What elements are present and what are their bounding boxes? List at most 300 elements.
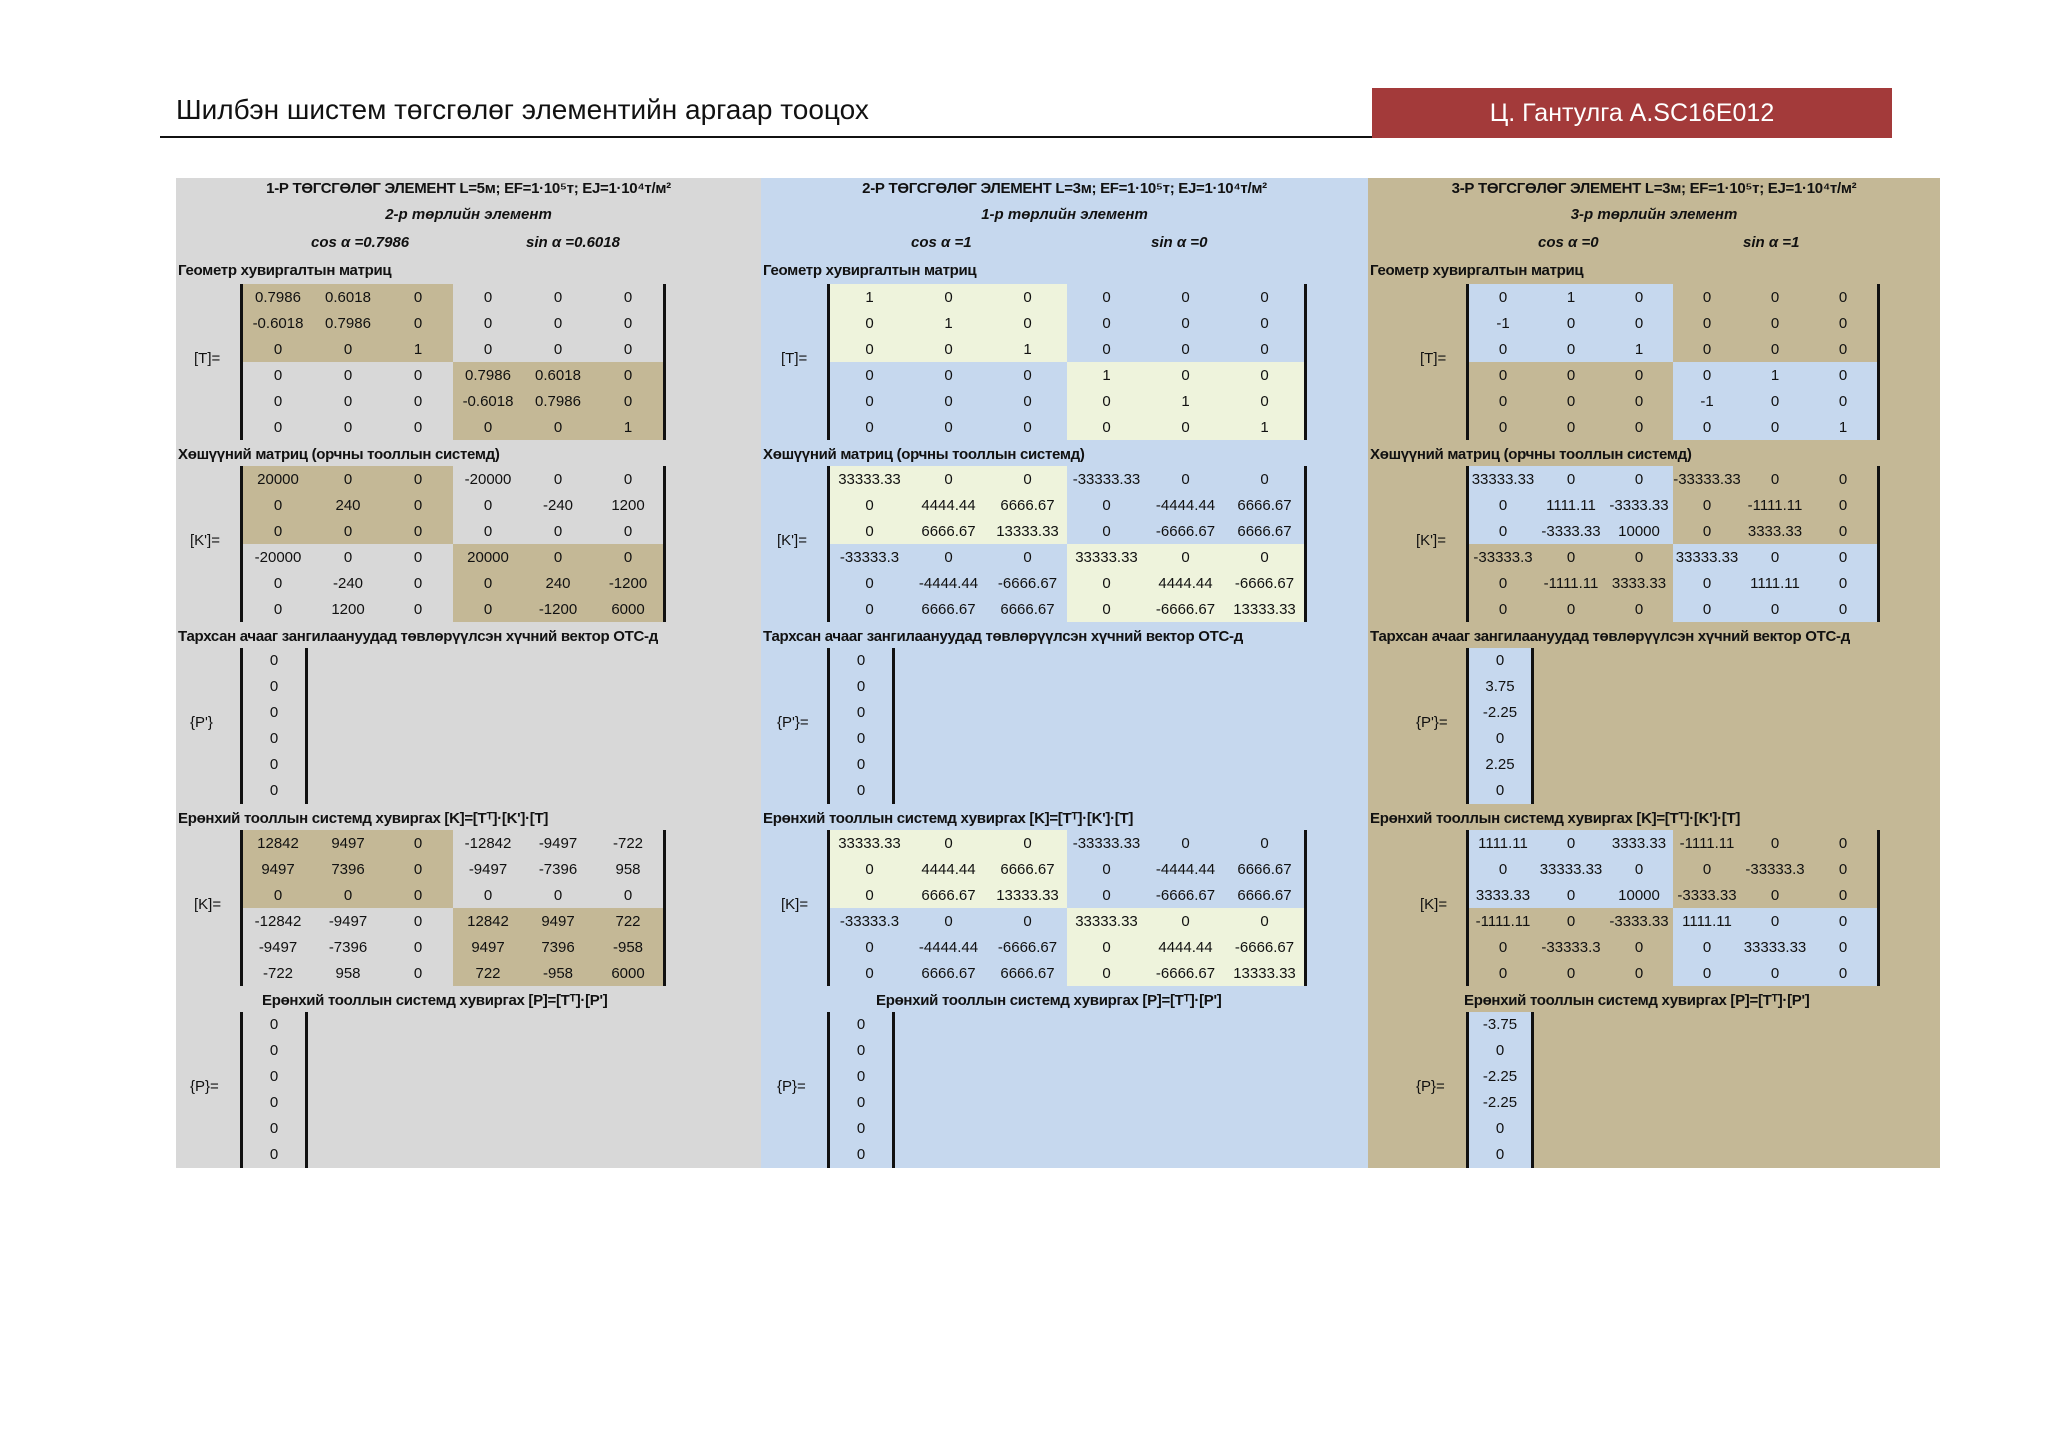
vector-cell: 0 [856, 1146, 866, 1163]
matrix-cell: 0 [1260, 288, 1269, 306]
vector-cell: 0 [269, 1016, 279, 1033]
matrix-cell: 0 [243, 882, 313, 908]
matrix-cell: 0 [553, 470, 563, 488]
matrix-cell: -4444.44 [1155, 496, 1216, 514]
matrix-cell: 0 [1838, 314, 1848, 332]
matrix-cell: 0 [1260, 470, 1269, 488]
vector-cell: -2.25 [1469, 700, 1531, 726]
matrix-cell: 0 [909, 284, 988, 310]
matrix-cell: 0 [1809, 570, 1877, 596]
matrix-cell: 0 [453, 414, 523, 440]
matrix-cell: 0 [273, 600, 283, 618]
matrix-cell: 1111.11 [1537, 492, 1605, 518]
K-matrix-label: [K]= [781, 896, 809, 913]
matrix-cell: 0 [1809, 388, 1877, 414]
K-matrix [827, 830, 1307, 986]
matrix-cell: 0 [1838, 288, 1848, 306]
matrix-cell: 4444.44 [1146, 934, 1225, 960]
matrix-cell: 0 [623, 340, 633, 358]
matrix-cell: 0 [1566, 600, 1576, 618]
matrix-cell: 0 [1605, 310, 1673, 336]
matrix-cell: -20000 [254, 548, 302, 566]
matrix-cell: 0.7986 [243, 284, 313, 310]
matrix-cell: 1111.11 [1469, 830, 1537, 856]
Kp-matrix-label: [K']= [1416, 532, 1446, 549]
matrix-cell: 0 [1469, 336, 1537, 362]
geom-matrix-heading: Геометр хувиргалтын матриц [763, 262, 977, 279]
Kp-matrix-label: [K']= [777, 532, 807, 549]
matrix-cell: 0 [865, 366, 874, 384]
matrix-cell: -7396 [538, 860, 578, 878]
matrix-cell: 0 [988, 310, 1067, 336]
P-vector-label: {P}= [190, 1078, 219, 1095]
global-stiffness-heading: Ерөнхий тооллын системд хувиргах [K]=[Tᵀ]·[K']·[T] [763, 810, 1134, 827]
matrix-cell: 0 [1702, 860, 1712, 878]
matrix-cell: 0 [1469, 518, 1537, 544]
matrix-cell: 10000 [1605, 882, 1673, 908]
T-matrix [827, 284, 1307, 440]
matrix-cell: -3333.33 [1537, 518, 1605, 544]
matrix-cell: 0 [1634, 548, 1644, 566]
local-load-heading: Тархсан ачааг зангилаануудад төвлөрүүлсэн хүчний вектор ОТС-д [178, 628, 658, 645]
matrix-cell: 0 [1838, 522, 1848, 540]
matrix-cell: 0 [1770, 288, 1780, 306]
matrix-cell: 0 [1023, 548, 1032, 566]
matrix-cell: 0 [1469, 856, 1537, 882]
K-matrix [1466, 830, 1880, 986]
matrix-cell: 0 [383, 882, 453, 908]
matrix-cell: 0 [909, 830, 988, 856]
global-stiffness-heading: Ерөнхий тооллын системд хувиргах [K]=[Tᵀ]·[K']·[T] [1370, 810, 1741, 827]
matrix-cell: 240 [313, 492, 383, 518]
matrix-cell: -1200 [593, 570, 663, 596]
matrix-cell: 0 [830, 492, 909, 518]
matrix-cell: -7396 [328, 938, 368, 956]
matrix-cell: 0 [1741, 908, 1809, 934]
Pp-vector [1466, 648, 1534, 804]
panel-title: 2-Р ТӨГСГӨЛӨГ ЭЛЕМЕНТ L=3м; EF=1·10⁵т; EJ=1·10⁴т/м² [862, 180, 1267, 197]
panel-subtitle: 3-р төрлийн элемент [1570, 206, 1738, 223]
matrix-cell: -6666.67 [1155, 522, 1216, 540]
matrix-cell: -0.6018 [243, 310, 313, 336]
matrix-cell: 6000 [593, 596, 663, 622]
matrix-cell: 0 [1181, 470, 1190, 488]
vector-cell: 0 [1469, 1038, 1531, 1064]
matrix-cell: -6666.67 [997, 574, 1058, 592]
matrix-cell: 958 [615, 860, 641, 878]
matrix-cell: -1 [1469, 310, 1537, 336]
matrix-cell: 20000 [453, 544, 523, 570]
matrix-cell: 0 [273, 366, 283, 384]
vector-cell: 0 [269, 652, 279, 669]
matrix-cell: 0 [865, 418, 874, 436]
matrix-cell: 0 [1225, 544, 1304, 570]
matrix-cell: 0 [1067, 934, 1146, 960]
matrix-cell: 0 [1673, 362, 1741, 388]
matrix-cell: 0 [413, 600, 423, 618]
matrix-cell: 0 [1838, 496, 1848, 514]
matrix-cell: 0 [523, 544, 593, 570]
matrix-cell: -4444.44 [918, 574, 979, 592]
matrix-cell: 0.7986 [453, 362, 523, 388]
matrix-cell: 0 [1023, 418, 1032, 436]
matrix-cell: -3333.33 [1677, 886, 1737, 904]
matrix-cell: 0 [1102, 288, 1111, 306]
matrix-cell: 0 [1741, 388, 1809, 414]
matrix-cell: 0 [553, 340, 563, 358]
Pp-vector-label: {P'}= [777, 714, 809, 731]
matrix-cell: 1 [383, 336, 453, 362]
matrix-cell: -4444.44 [918, 938, 979, 956]
matrix-cell: 0 [1102, 340, 1111, 358]
matrix-cell: 9497 [523, 908, 593, 934]
matrix-cell: 0 [1537, 310, 1605, 336]
matrix-cell: -958 [593, 934, 663, 960]
matrix-cell: 0 [1102, 886, 1111, 904]
matrix-cell: 0 [1741, 544, 1809, 570]
matrix-cell: 6666.67 [1000, 600, 1055, 618]
matrix-cell: 240 [523, 570, 593, 596]
matrix-cell: 0 [1498, 600, 1508, 618]
matrix-cell: 1 [1225, 414, 1304, 440]
matrix-cell: -33333.3 [1541, 938, 1601, 956]
matrix-cell: 0 [1634, 366, 1644, 384]
matrix-cell: 0 [413, 938, 423, 956]
matrix-cell: 0 [1498, 938, 1508, 956]
matrix-cell: 0 [313, 466, 383, 492]
matrix-cell: -3333.33 [1609, 912, 1669, 930]
matrix-cell: 0 [1181, 288, 1190, 306]
matrix-cell: 33333.33 [1067, 908, 1146, 934]
matrix-cell: -12842 [254, 912, 302, 930]
matrix-cell: 13333.33 [1225, 960, 1304, 986]
matrix-cell: -33333.33 [1072, 470, 1141, 488]
vector-cell: 0 [1469, 1116, 1531, 1142]
matrix-cell: 0 [413, 418, 423, 436]
vector-cell: 0 [856, 1094, 866, 1111]
Pp-vector [240, 648, 308, 804]
matrix-cell: 0 [383, 518, 453, 544]
matrix-cell: 0 [453, 596, 523, 622]
matrix-cell: 6666.67 [921, 600, 976, 618]
matrix-cell: 0 [553, 288, 563, 306]
matrix-cell: 0 [1741, 414, 1809, 440]
matrix-cell: 0 [1102, 860, 1111, 878]
vector-cell: 0 [1469, 1142, 1531, 1168]
vector-cell: -3.75 [1469, 1012, 1531, 1038]
vector-cell: -2.25 [1469, 1090, 1531, 1116]
matrix-cell: 0 [243, 518, 313, 544]
matrix-cell: 3333.33 [1469, 882, 1537, 908]
vector-cell: 0 [269, 704, 279, 721]
matrix-cell: 0 [483, 288, 493, 306]
matrix-cell: 0 [623, 470, 633, 488]
matrix-cell: 0 [1498, 574, 1508, 592]
matrix-cell: 0 [1146, 544, 1225, 570]
matrix-cell: -240 [332, 574, 364, 592]
matrix-cell: 0 [1809, 362, 1877, 388]
matrix-cell: 0 [313, 882, 383, 908]
local-stiffness-heading: Хөшүүний матриц (орчны тооллын системд) [763, 446, 1085, 463]
matrix-cell: 0 [243, 336, 313, 362]
matrix-cell: -33333.3 [839, 912, 900, 930]
matrix-cell: 0 [1067, 960, 1146, 986]
matrix-cell: -9497 [468, 860, 508, 878]
matrix-cell: 0 [483, 522, 493, 540]
matrix-cell: 0 [1102, 314, 1111, 332]
matrix-cell: 1 [988, 336, 1067, 362]
matrix-cell: 0 [243, 492, 313, 518]
matrix-cell: 0 [1605, 284, 1673, 310]
panel-subtitle: 2-р төрлийн элемент [385, 206, 552, 223]
matrix-cell: 0 [1146, 414, 1225, 440]
matrix-cell: 6666.67 [1237, 522, 1292, 540]
matrix-cell: 0 [593, 362, 663, 388]
matrix-cell: 0 [273, 418, 283, 436]
matrix-cell: 10000 [1605, 518, 1673, 544]
element-panel-2 [761, 178, 1368, 1168]
matrix-cell: 0 [413, 548, 423, 566]
matrix-cell: 3333.33 [1605, 830, 1673, 856]
vector-cell: 0 [856, 1042, 866, 1059]
matrix-cell: 0 [1537, 882, 1605, 908]
matrix-cell: 0 [1537, 830, 1605, 856]
matrix-cell: 0 [830, 310, 909, 336]
matrix-cell: -6666.67 [1146, 960, 1225, 986]
matrix-cell: 0 [1102, 522, 1111, 540]
sin-value: sin α =0.6018 [526, 234, 620, 251]
matrix-cell: 6000 [593, 960, 663, 986]
K-matrix [240, 830, 666, 986]
matrix-cell: -0.6018 [453, 388, 523, 414]
matrix-cell: 0 [1469, 492, 1537, 518]
matrix-cell: -6666.67 [1225, 934, 1304, 960]
matrix-cell: 0 [1181, 834, 1190, 852]
matrix-cell: -722 [612, 834, 644, 852]
matrix-cell: 12842 [453, 908, 523, 934]
matrix-cell: 0 [1566, 912, 1576, 930]
matrix-cell: 0 [1181, 340, 1190, 358]
matrix-cell: 0 [1770, 314, 1780, 332]
matrix-cell: 0 [1566, 548, 1576, 566]
matrix-cell: 0 [1634, 418, 1644, 436]
matrix-cell: 1 [1067, 362, 1146, 388]
vector-cell: 0 [269, 782, 279, 799]
matrix-cell: 0 [1673, 960, 1741, 986]
matrix-cell: 0 [343, 418, 353, 436]
matrix-cell: 33333.33 [1673, 544, 1741, 570]
matrix-cell: 0 [1469, 284, 1537, 310]
matrix-cell: 0 [1498, 418, 1508, 436]
matrix-cell: 0 [865, 392, 874, 410]
matrix-cell: 0 [623, 522, 633, 540]
vector-cell: 0 [1469, 778, 1531, 804]
matrix-cell: 1200 [331, 600, 365, 618]
matrix-cell: 33333.33 [830, 830, 909, 856]
matrix-cell: 33333.33 [1741, 934, 1809, 960]
matrix-cell: 0 [1634, 938, 1644, 956]
matrix-cell: 0 [1702, 496, 1712, 514]
matrix-cell: -33333.3 [1473, 548, 1533, 566]
global-load-heading: Ерөнхий тооллын системд хувиргах [P]=[Tᵀ]·[P'] [1464, 992, 1810, 1009]
matrix-cell: 0 [483, 314, 493, 332]
matrix-cell: 0 [413, 912, 423, 930]
panel-title: 3-Р ТӨГСГӨЛӨГ ЭЛЕМЕНТ L=3м; EF=1·10⁵т; EJ=1·10⁴т/м² [1451, 180, 1857, 197]
matrix-cell: 9497 [313, 830, 383, 856]
matrix-cell: 1 [1605, 336, 1673, 362]
vector-cell: 0 [856, 1016, 866, 1033]
matrix-cell: 0 [1634, 600, 1644, 618]
Kp-matrix-label: [K']= [190, 532, 220, 549]
matrix-cell: -12842 [464, 834, 512, 852]
matrix-cell: 0 [1225, 362, 1304, 388]
vector-cell: 0 [269, 730, 279, 747]
matrix-cell: 6666.67 [1000, 964, 1055, 982]
matrix-cell: 1200 [611, 496, 645, 514]
matrix-cell: 6666.67 [909, 882, 988, 908]
matrix-cell: 0 [1770, 834, 1780, 852]
matrix-cell: 0 [383, 830, 453, 856]
matrix-cell: 33333.33 [830, 466, 909, 492]
matrix-cell: -1 [1673, 388, 1741, 414]
matrix-cell: 0 [1838, 834, 1848, 852]
matrix-cell: 0 [343, 366, 353, 384]
panel-subtitle: 1-р төрлийн элемент [981, 206, 1148, 223]
matrix-cell: 958 [335, 964, 361, 982]
matrix-cell: 0 [1770, 340, 1780, 358]
matrix-cell: 1 [830, 284, 909, 310]
P-vector [1466, 1012, 1534, 1168]
matrix-cell: 722 [593, 908, 663, 934]
matrix-cell: 0.6018 [523, 362, 593, 388]
matrix-cell: 0 [1498, 392, 1508, 410]
matrix-cell: 0 [1067, 414, 1146, 440]
matrix-cell: 0 [553, 522, 563, 540]
matrix-cell: 6666.67 [1237, 496, 1292, 514]
matrix-cell: 0 [273, 574, 283, 592]
matrix-cell: 0 [1023, 366, 1032, 384]
page-title: Шилбэн шистем төгсгөлөг элементийн аргаар тооцох [176, 94, 869, 125]
matrix-cell: 0 [1146, 362, 1225, 388]
matrix-cell: 0 [1566, 418, 1576, 436]
matrix-cell: 0 [1809, 596, 1877, 622]
matrix-cell: 0 [944, 912, 953, 930]
local-stiffness-heading: Хөшүүний матриц (орчны тооллын системд) [1370, 446, 1692, 463]
matrix-cell: 0 [1673, 596, 1741, 622]
matrix-cell: 6666.67 [988, 856, 1067, 882]
vector-cell: 0 [1469, 648, 1531, 674]
matrix-cell: 0 [1498, 964, 1508, 982]
matrix-cell: 0 [865, 964, 874, 982]
P-vector [240, 1012, 308, 1168]
matrix-cell: 3333.33 [1611, 574, 1667, 592]
matrix-cell: 0 [909, 466, 988, 492]
matrix-cell: 0 [1605, 466, 1673, 492]
matrix-cell: 0 [1702, 314, 1712, 332]
matrix-cell: -722 [262, 964, 294, 982]
vector-cell: 0 [856, 704, 866, 721]
matrix-cell: 7396 [313, 856, 383, 882]
matrix-cell: 0 [313, 518, 383, 544]
local-load-heading: Тархсан ачааг зангилаануудад төвлөрүүлсэн хүчний вектор ОТС-д [763, 628, 1243, 645]
matrix-cell: 0 [383, 466, 453, 492]
matrix-cell: 0 [988, 830, 1067, 856]
matrix-cell: 0 [909, 336, 988, 362]
matrix-cell: 0 [1673, 570, 1741, 596]
matrix-cell: 33333.33 [1469, 466, 1537, 492]
matrix-cell: 1 [593, 414, 663, 440]
matrix-cell: 0 [1673, 414, 1741, 440]
matrix-cell: 0 [830, 856, 909, 882]
matrix-cell: 1 [1146, 388, 1225, 414]
matrix-cell: 6666.67 [921, 964, 976, 982]
vector-cell: 0 [856, 1120, 866, 1137]
P-vector [827, 1012, 895, 1168]
matrix-cell: 1 [1741, 362, 1809, 388]
matrix-cell: 0.7986 [523, 388, 593, 414]
matrix-cell: 13333.33 [988, 518, 1067, 544]
matrix-cell: 4444.44 [1146, 570, 1225, 596]
matrix-cell: 0 [553, 886, 563, 904]
matrix-cell: 0 [413, 964, 423, 982]
matrix-cell: 0 [1809, 544, 1877, 570]
matrix-cell: 0.6018 [313, 284, 383, 310]
matrix-cell: 0 [1838, 340, 1848, 358]
matrix-cell: -958 [523, 960, 593, 986]
matrix-cell: 4444.44 [909, 492, 988, 518]
vector-cell: 0 [269, 1042, 279, 1059]
matrix-cell: 0 [865, 600, 874, 618]
matrix-cell: 0 [1067, 596, 1146, 622]
matrix-cell: 0 [1673, 934, 1741, 960]
matrix-cell: 0 [623, 314, 633, 332]
matrix-cell: 0 [1838, 886, 1848, 904]
matrix-cell: -6666.67 [997, 938, 1058, 956]
matrix-cell: 9497 [453, 934, 523, 960]
matrix-cell: 0 [413, 392, 423, 410]
matrix-cell: -9497 [258, 938, 298, 956]
matrix-cell: 0 [593, 544, 663, 570]
matrix-cell: 0 [623, 288, 633, 306]
matrix-cell: 1 [909, 310, 988, 336]
matrix-cell: 0 [1702, 288, 1712, 306]
matrix-cell: 0.7986 [313, 310, 383, 336]
matrix-cell: -1111.11 [1475, 912, 1531, 930]
global-stiffness-heading: Ерөнхий тооллын системд хувиргах [K]=[Tᵀ]·[K']·[T] [178, 810, 549, 827]
matrix-cell: 0 [553, 314, 563, 332]
local-stiffness-heading: Хөшүүний матриц (орчны тооллын системд) [178, 446, 500, 463]
matrix-cell: -9497 [538, 834, 578, 852]
global-load-heading: Ерөнхий тооллын системд хувиргах [P]=[Tᵀ]·[P'] [876, 992, 1222, 1009]
matrix-cell: -1111.11 [1747, 496, 1803, 514]
element-panel-1 [176, 178, 761, 1168]
matrix-cell: 0 [413, 574, 423, 592]
Kp-matrix [827, 466, 1307, 622]
vector-cell: 0 [269, 1094, 279, 1111]
local-load-heading: Тархсан ачааг зангилаануудад төвлөрүүлсэн хүчний вектор ОТС-д [1370, 628, 1850, 645]
matrix-cell: 0 [313, 336, 383, 362]
matrix-cell: 0 [988, 284, 1067, 310]
matrix-cell: 0 [1225, 388, 1304, 414]
matrix-cell: 0 [1225, 908, 1304, 934]
matrix-cell: 0 [1702, 340, 1712, 358]
matrix-cell: 0 [1809, 934, 1877, 960]
matrix-cell: 0 [1838, 470, 1848, 488]
matrix-cell: 0 [1741, 596, 1809, 622]
matrix-cell: 0 [1146, 908, 1225, 934]
matrix-cell: 1111.11 [1741, 570, 1809, 596]
matrix-cell: 7396 [523, 934, 593, 960]
